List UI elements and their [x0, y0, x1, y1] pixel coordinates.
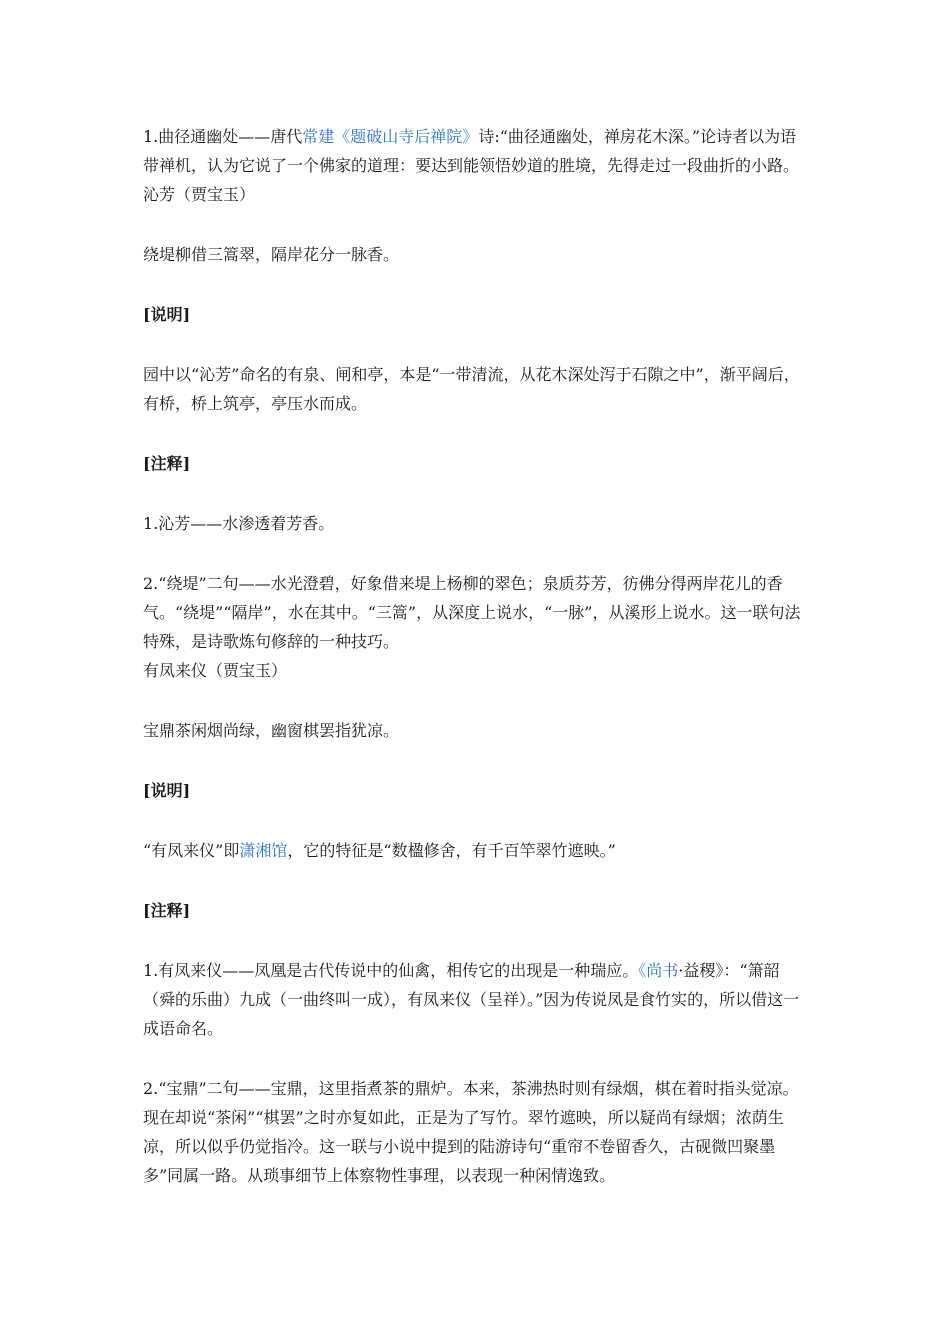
link-shangshu[interactable]: 《尚书: [638, 961, 679, 980]
paragraph-quwing: [143, 122, 808, 180]
paragraph-text: ·益稷》：“箫韶（舜的乐曲）九成（一曲终叫一成），有凤来仪（呈祥）。”因为传说凤是食竹实的，所以借这一成语命名。: [143, 961, 800, 1038]
paragraph-text: ，它的特征是“数楹修舍，有千百竿翠竹遮映。”: [287, 841, 616, 860]
annotation-item: 1.沁芳——水渗透着芳香。: [143, 514, 335, 533]
heading-explanation: [说明]: [143, 305, 191, 324]
paragraph-text: 1.有凤来仪——凤凰是古代传说中的仙禽，相传它的出现是一种瑞应。: [143, 961, 639, 980]
paragraph-text: “有凤来仪”即: [143, 841, 240, 860]
heading-annotation: [注释]: [143, 901, 191, 920]
paragraph-text: 诗:“曲径通幽处，禅房花木深。”论诗者以为语带禅机，认为它说了一个佛家的道理：要达到能领悟妙道的胜境，先得走过一段曲折的小路。: [143, 127, 800, 175]
explanation-youfenglaiyi: [143, 836, 808, 865]
annotation-item: 2.“宝鼎”二句——宝鼎，这里指煮茶的鼎炉。本来，茶沸热时则有绿烟，棋在着时指头觉凉。现在却说“茶闲”“棋罢”之时亦复如此，正是为了写竹。翠竹遮映，所以疑尚有绿烟；浓荫生凉，所以似乎仍觉指冷。这一联与小说中提到的陆游诗句“重帘不卷留香久，古砚微凹聚墨多”同属一路。从琐事细节上体察物性事理，以表现一种闲情逸致。: [143, 1079, 799, 1185]
link-xiaoxiangguan[interactable]: 潇湘馆: [239, 841, 288, 860]
link-changjian[interactable]: 常建: [302, 127, 335, 146]
title-youfenglaiyi: 有凤来仪（贾宝玉）: [143, 661, 288, 680]
title-qinfang: 沁芳（贾宝玉）: [143, 185, 256, 204]
heading-explanation: [说明]: [143, 781, 191, 800]
heading-annotation: [注释]: [143, 454, 191, 473]
couplet-youfenglaiyi: 宝鼎茶闲烟尚绿，幽窗棋罢指犹凉。: [143, 721, 400, 740]
annotation-item: 2.“绕堤”二句——水光澄碧，好象借来堤上杨柳的翠色；泉质芬芳，彷佛分得两岸花儿的香气。“绕堤”“隔岸”，水在其中。“三篙”，从深度上说水，“一脉”，从溪形上说水。这一联句法特殊，是诗歌炼句修辞的一种技巧。: [143, 574, 801, 651]
paragraph-text: 1.曲径通幽处——唐代: [143, 127, 303, 146]
explanation-qinfang: 园中以“沁芳”命名的有泉、闸和亭，本是“一带清流，从花木深处泻于石隙之中”，渐平阔后，有桥，桥上筑亭，亭压水而成。: [143, 365, 800, 413]
couplet-qinfang: 绕堤柳借三篙翠，隔岸花分一脉香。: [143, 245, 400, 264]
annotation-item: [143, 956, 808, 1043]
link-poem-title[interactable]: 《题破山寺后禅院》: [334, 127, 479, 146]
